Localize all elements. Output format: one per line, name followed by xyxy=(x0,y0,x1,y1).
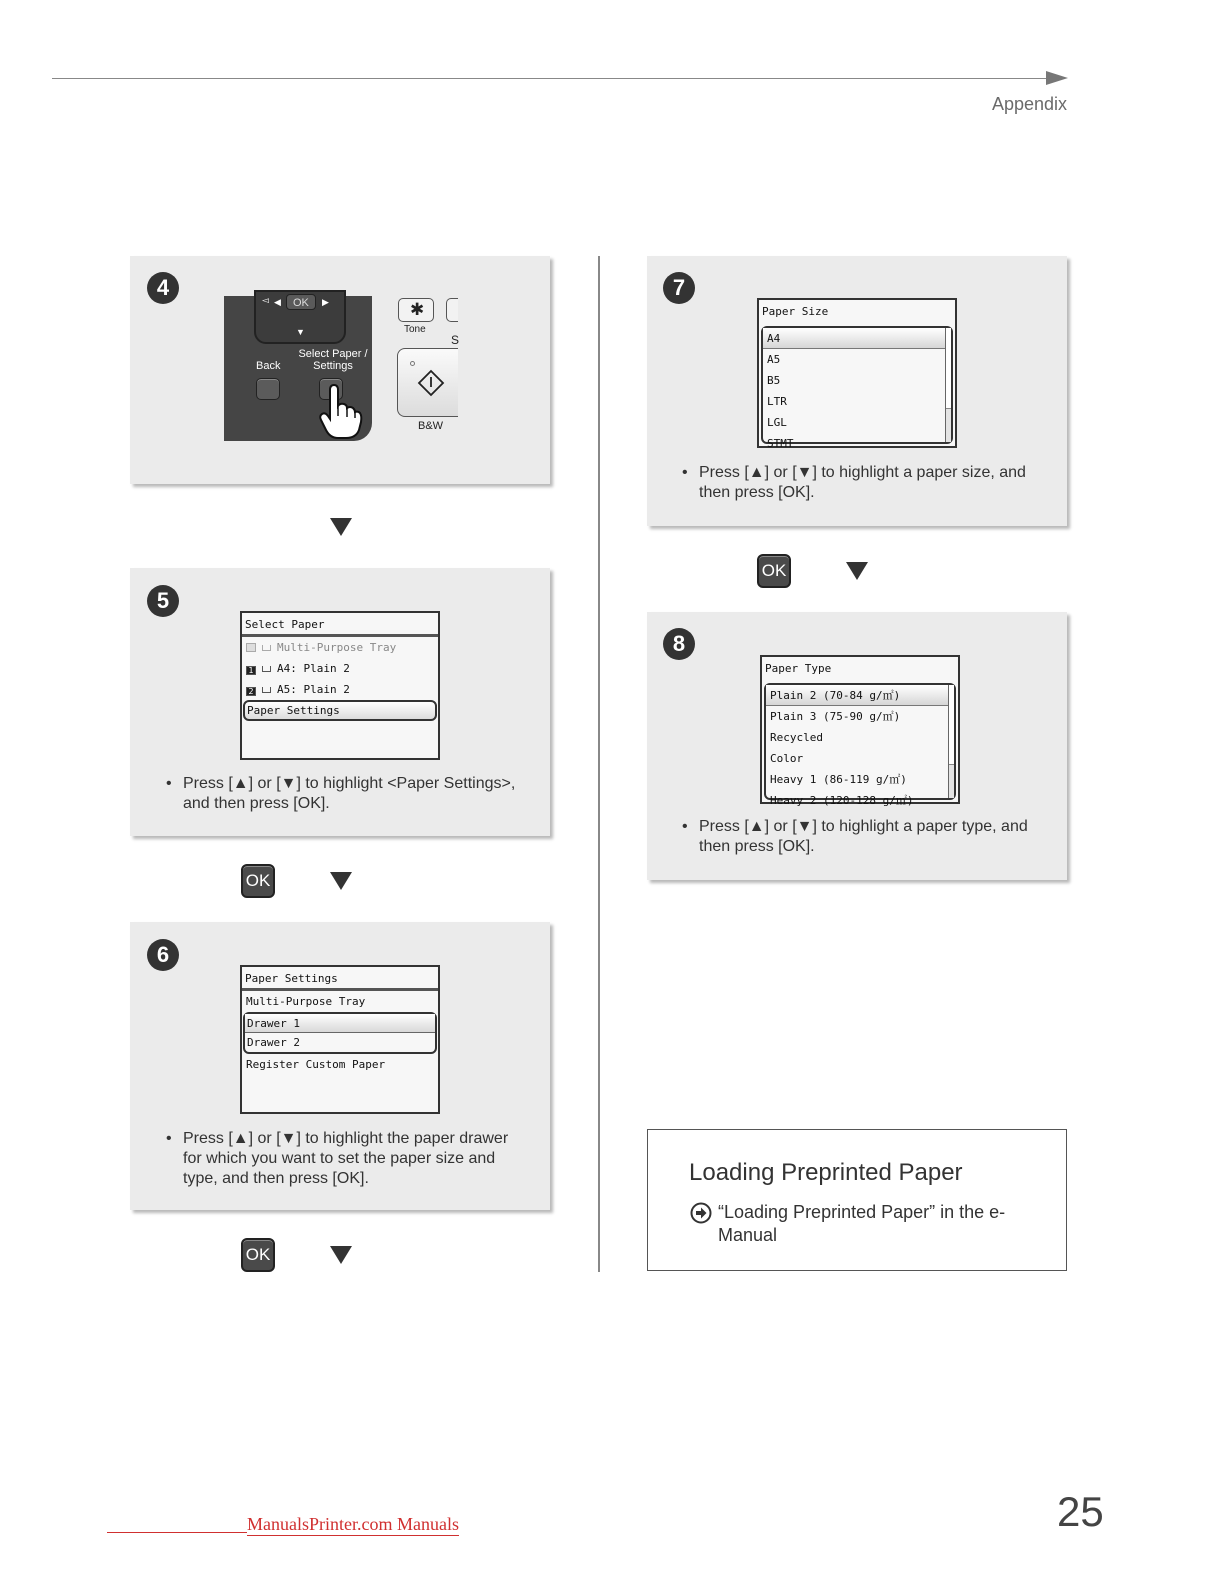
footer-link[interactable]: ManualsPrinter.com Manuals xyxy=(247,1514,459,1534)
partial-key xyxy=(446,298,458,322)
lcd-row: Heavy 2 (120-128 g/㎡) xyxy=(770,794,914,807)
panel-ok-button: OK xyxy=(286,294,316,310)
lcd-row: LTR xyxy=(767,395,787,408)
column-divider xyxy=(598,256,600,1272)
ok-key-icon: OK xyxy=(241,864,275,898)
header-rule xyxy=(52,78,1052,79)
tone-key xyxy=(398,298,434,322)
paper-type-screen xyxy=(760,655,960,807)
step-number: 8 xyxy=(663,628,695,660)
footer-underline xyxy=(107,1532,247,1533)
select-paper-label: Select Paper / Settings xyxy=(298,348,368,372)
ok-key-icon: OK xyxy=(241,1238,275,1272)
paper-icon xyxy=(262,666,271,672)
start-bw-key xyxy=(397,348,458,417)
reference-title: Loading Preprinted Paper xyxy=(689,1159,963,1186)
lcd-row: Multi-Purpose Tray xyxy=(246,995,366,1008)
screen-title: Paper Type xyxy=(765,662,832,675)
lcd-row: Register Custom Paper xyxy=(246,1058,386,1071)
selection-group xyxy=(243,1012,437,1054)
back-button xyxy=(256,378,280,400)
step-number: 7 xyxy=(663,272,695,304)
step-number: 6 xyxy=(147,939,179,971)
lcd-row-selected: Drawer 1 xyxy=(245,1014,435,1033)
screen-title: Paper Settings xyxy=(242,967,438,991)
instruction: • Press [▲] or [▼] to highlight <Paper Settings>, and then press [OK]. xyxy=(166,775,516,812)
lcd-row: B5 xyxy=(767,374,781,387)
section-name: Appendix xyxy=(991,94,1067,114)
lcd-row: Heavy 1 (86-119 g/㎡) xyxy=(770,773,907,786)
select-paper-screen xyxy=(240,611,440,760)
lcd-row-selected: Paper Settings xyxy=(243,700,437,721)
drawer-1-icon: 1 xyxy=(246,666,256,675)
step-6-panel xyxy=(130,922,550,1210)
drawer-2-icon: 2 xyxy=(246,687,256,696)
asterisk-icon: ✱ xyxy=(410,300,425,319)
tray-icon xyxy=(246,643,256,652)
lcd-row: 1 A4: Plain 2 xyxy=(242,658,438,679)
paper-size-screen xyxy=(757,298,957,448)
reference-box xyxy=(647,1129,1067,1271)
lcd-row: Drawer 2 xyxy=(247,1036,300,1049)
step-5-panel xyxy=(130,568,550,836)
lcd-row: 2 A5: Plain 2 xyxy=(242,679,438,700)
next-arrow-icon xyxy=(330,1246,352,1264)
lcd-row-selected: A4 xyxy=(763,328,945,349)
paper-icon xyxy=(262,645,271,651)
volume-down-icon: ◅ xyxy=(262,295,269,305)
pointing-hand-icon xyxy=(318,384,364,440)
screen-title: Paper Size xyxy=(762,305,829,318)
next-arrow-icon xyxy=(330,518,352,536)
right-triangle-icon: ▶ xyxy=(322,297,329,307)
left-triangle-icon: ◀ xyxy=(274,297,281,307)
step-number: 4 xyxy=(147,272,179,304)
ok-key-icon: OK xyxy=(757,554,791,588)
scrollbar xyxy=(948,685,954,798)
lcd-row: STMT xyxy=(767,437,794,450)
page-number: 25 xyxy=(1057,1488,1104,1535)
tone-label: Tone xyxy=(404,324,426,335)
lcd-row-selected: Plain 2 (70-84 g/㎡) xyxy=(766,685,948,706)
scrollbar xyxy=(945,328,951,442)
next-arrow-icon xyxy=(330,872,352,890)
lcd-row: LGL xyxy=(767,416,787,429)
paper-icon xyxy=(262,687,271,693)
reference-link-text[interactable]: “Loading Preprinted Paper” in the e-Manual xyxy=(718,1202,1006,1245)
next-arrow-icon xyxy=(846,562,868,580)
screen-title: Select Paper xyxy=(242,613,438,637)
instruction: • Press [▲] or [▼] to highlight a paper type, and then press [OK]. xyxy=(682,818,1028,855)
lcd-row: Plain 3 (75-90 g/㎡) xyxy=(770,710,901,723)
bw-label: B&W xyxy=(418,420,444,432)
lcd-row: A5 xyxy=(767,353,781,366)
indicator-lamp xyxy=(410,361,415,366)
step-8-panel xyxy=(647,612,1067,880)
arrow-pad xyxy=(254,290,346,344)
control-panel-illustration xyxy=(224,296,372,441)
partial-label: S xyxy=(451,333,460,347)
lcd-row: Recycled xyxy=(770,731,823,744)
start-diamond-icon xyxy=(417,369,445,397)
arrow-right-circle-icon xyxy=(690,1202,712,1224)
step-4-panel xyxy=(130,256,550,484)
down-triangle-icon: ▼ xyxy=(296,327,305,337)
paper-size-list xyxy=(761,326,953,450)
instruction: • Press [▲] or [▼] to highlight a paper size, and then press [OK]. xyxy=(682,464,1026,501)
header-arrow-icon xyxy=(1046,71,1068,85)
lcd-row: Color xyxy=(770,752,804,765)
step-number: 5 xyxy=(147,585,179,617)
instruction: • Press [▲] or [▼] to highlight the paper drawer for which you want to set the paper size and type, and then press [OK]. xyxy=(166,1130,509,1187)
paper-type-list xyxy=(764,683,956,807)
back-label: Back xyxy=(256,360,281,372)
lcd-row: Multi-Purpose Tray xyxy=(242,637,438,658)
paper-settings-screen xyxy=(240,965,440,1114)
step-7-panel xyxy=(647,256,1067,526)
